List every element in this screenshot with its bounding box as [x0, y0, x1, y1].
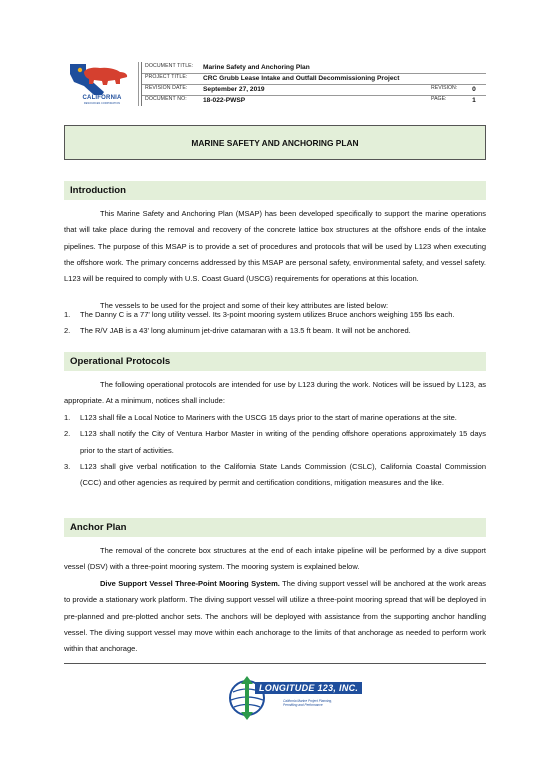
revision-date-value: September 27, 2019	[203, 86, 265, 93]
introduction-paragraph-1-text: This Marine Safety and Anchoring Plan (MSAP) has been developed specifically to support the marine operations that will take place during the removal and recovery of the concrete lattice box structures at the offshore ends of the intake pipelines. The purpose of this MSAP is to provide a set of procedures and protocols that will be used by L123 when executing the offshore work. The primary concerns addressed by this MSAP are personal safety, environmental safety, and vessel safety. L123 will be required to comply with U.S. Coast Guard (USCG) requirements for operations at this location.	[64, 209, 486, 284]
list-item-text: L123 shall file a Local Notice to Mariners with the USCG 15 days prior to the start of marine operations at the site.	[80, 413, 457, 422]
document-title-value: Marine Safety and Anchoring Plan	[203, 64, 310, 71]
logo-subtext: RESOURCES CORPORATION	[83, 102, 121, 105]
anchor-paragraph-2	[64, 576, 486, 657]
revision-label: REVISION:	[431, 85, 458, 91]
list-item-number: 2.	[64, 429, 71, 439]
list-item	[64, 410, 486, 426]
list-item-number: 3.	[64, 461, 71, 471]
project-title-value: CRC Grubb Lease Intake and Outfall Decommissioning Project	[203, 75, 400, 82]
california-bear-logo-icon	[64, 62, 140, 96]
list-item	[64, 459, 486, 492]
header-value-divider	[138, 62, 139, 106]
anchor-paragraph-1-text: The removal of the concrete box structures at the end of each intake pipeline will be performed by a dive support vessel (DSV) with a three-point mooring system. The mooring system is explained below.	[64, 546, 486, 572]
list-item	[64, 323, 486, 339]
longitude-123-logo	[225, 674, 359, 722]
footer-divider	[64, 663, 486, 664]
document-no-value: 18-022-PWSP	[203, 97, 246, 104]
revision-date-label: REVISION DATE:	[145, 85, 188, 91]
crc-logo	[64, 62, 140, 106]
header-row-document-no	[142, 95, 486, 106]
section-heading-anchor-plan: Anchor Plan	[64, 518, 486, 537]
list-item-number: 2.	[64, 326, 71, 336]
list-item	[64, 307, 486, 323]
list-item-text: The Danny C is a 77' long utility vessel. Its 3-point mooring system utilizes Bruce anchors weighing 155 lbs each.	[80, 310, 455, 319]
footer-logo-wordmark: LONGITUDE 123, INC.	[255, 682, 362, 694]
list-item-text: L123 shall give verbal notification to the California State Lands Commission (CSLC), California Coastal Commission (CCC) and other agencies as required by permit and certification conditions, mitigation measures and the like.	[80, 461, 486, 488]
list-item-number: 1.	[64, 310, 71, 319]
list-item-number: 1.	[64, 413, 71, 422]
section-heading-operational-protocols: Operational Protocols	[64, 352, 486, 371]
anchor-paragraph-2-text: The diving support vessel will be anchored at the work areas to provide a stationary work platform. The diving support vessel will utilize a three-point mooring spread that will be deployed in pre-planned and pre-plotted anchor sets. The anchors will be deployed with assistance from the supporting anchor handling vessel. The diving support vessel may move within each anchorage to the limits of that anchorage as needed to perform work within that anchorage.	[64, 579, 487, 654]
section-heading-introduction: Introduction	[64, 181, 486, 200]
list-item	[64, 426, 486, 459]
document-title-label: DOCUMENT TITLE:	[145, 63, 194, 69]
document-header	[64, 62, 486, 106]
project-title-label: PROJECT TITLE:	[145, 74, 188, 80]
operational-paragraph-1-text: The following operational protocols are intended for use by L123 during the work. Notices will be issued by L123, as appropriate. At a minimum, notices shall include:	[64, 380, 486, 406]
notice-list	[64, 410, 486, 491]
footer-logo-tagline: California Marine Project Planning, Permitting and Performance	[283, 699, 333, 707]
anchor-paragraph-1	[64, 543, 486, 576]
document-no-label: DOCUMENT NO:	[145, 96, 187, 102]
list-item-text: The R/V JAB is a 43' long aluminum jet-drive catamaran with a 13.5 ft beam. It will not be anchored.	[80, 326, 411, 336]
page-label: PAGE:	[431, 96, 447, 102]
list-item-text: L123 shall notify the City of Ventura Harbor Master in writing of the pending offshore operations approximately 15 days prior to the start of activities.	[80, 429, 486, 455]
vessel-list	[64, 307, 486, 340]
anchor-paragraph-2-lead: Dive Support Vessel Three-Point Mooring System.	[100, 579, 280, 588]
introduction-paragraph-1	[64, 206, 486, 287]
logo-wordmark: CALIFORNIA	[82, 95, 122, 101]
document-main-title: MARINE SAFETY AND ANCHORING PLAN	[64, 125, 486, 160]
introduction-paragraph-2-text: The vessels to be used for the project and some of their key attributes are listed below:	[100, 301, 389, 310]
revision-value: 0	[472, 86, 476, 93]
page-value: 1	[472, 97, 476, 104]
operational-paragraph-1	[64, 377, 486, 410]
